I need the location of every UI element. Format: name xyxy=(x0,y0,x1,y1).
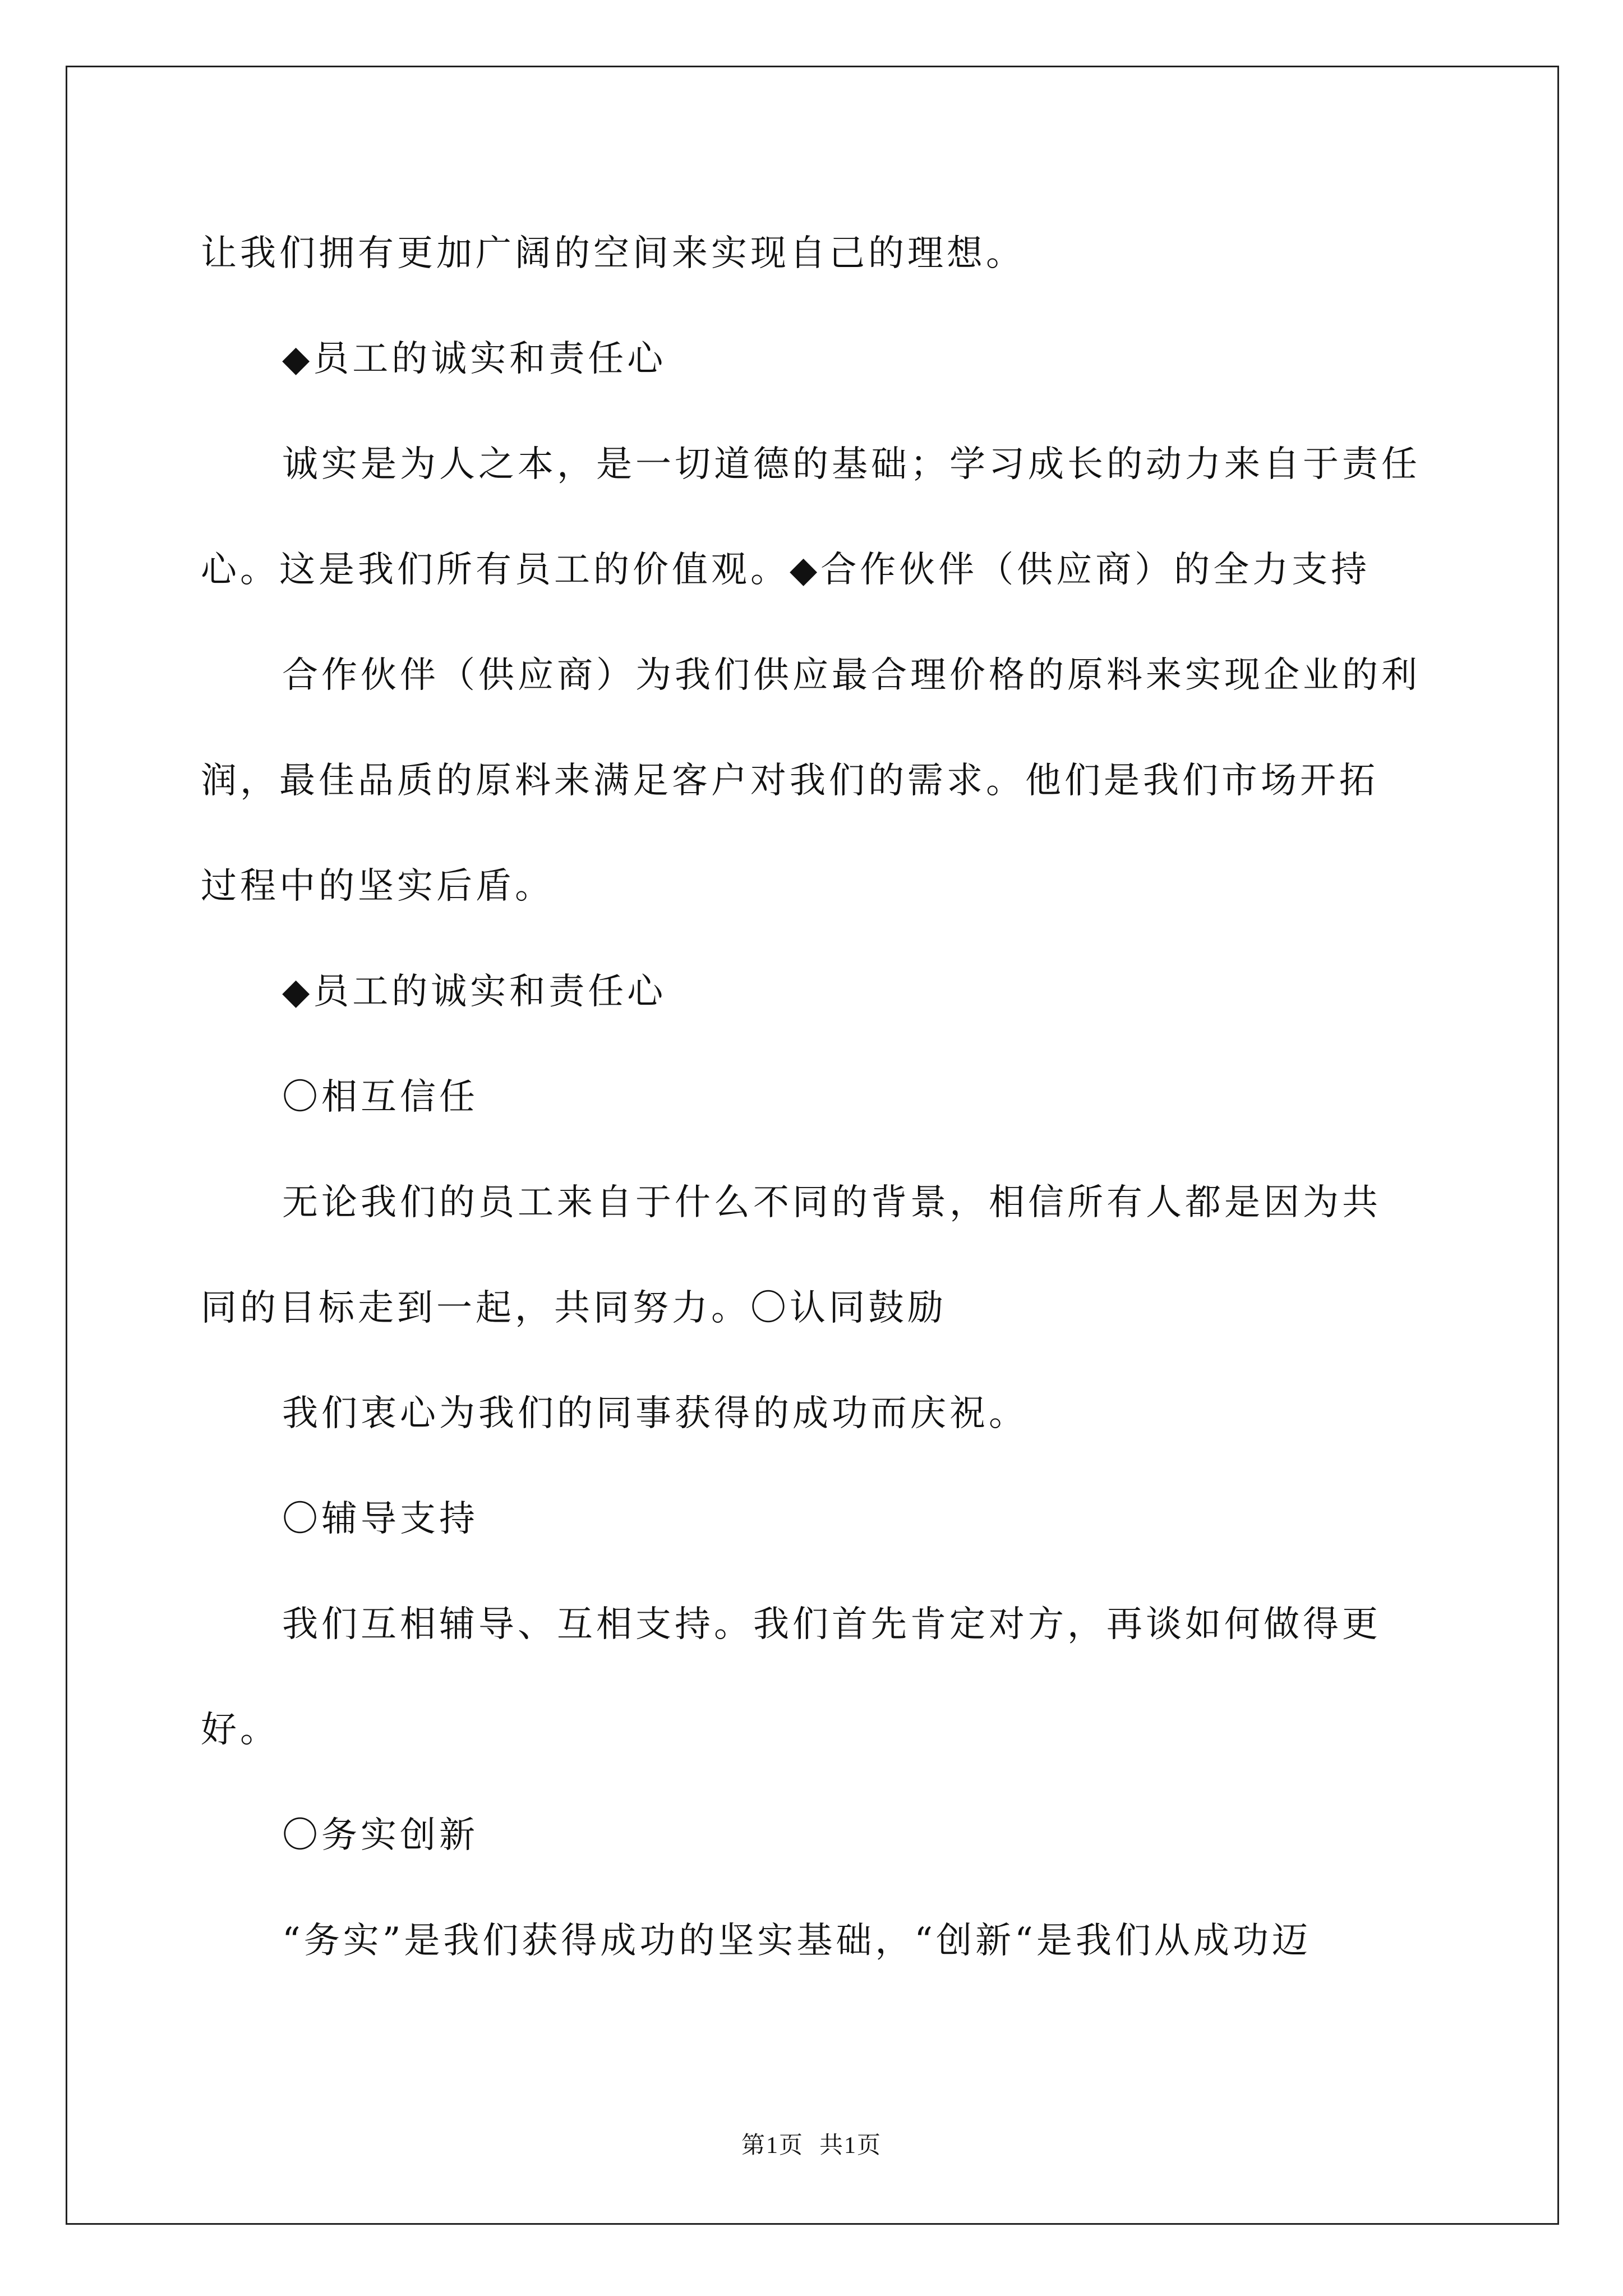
text-line: 让我们拥有更加广阔的空间来实现自己的理想。 xyxy=(201,233,1025,274)
text-line: 心。这是我们所有员工的价值观。◆合作伙伴（供应商）的全力支持 xyxy=(201,549,1371,591)
text-line: 合作伙伴（供应商）为我们供应最合理价格的原料来实现企业的利 xyxy=(282,655,1421,696)
subsection-heading: 〇相互信任 xyxy=(282,1076,478,1118)
page-frame xyxy=(66,66,1559,2225)
section-heading: ◆员工的诚实和责任心 xyxy=(282,971,667,1013)
text-line: 我们互相辅导、互相支持。我们首先肯定对方，再谈如何做得更 xyxy=(282,1604,1381,1645)
page-number: 第1页 xyxy=(741,2133,804,2159)
text-line: “务实”是我们获得成功的坚实基础，“创新“是我们从成功迈 xyxy=(282,1920,1311,1962)
subsection-heading: 〇辅导支持 xyxy=(282,1498,478,1540)
text-line: 过程中的坚实后盾。 xyxy=(201,866,554,907)
text-line: 同的目标走到一起，共同努力。〇认同鼓励 xyxy=(201,1287,947,1329)
page-total: 共1页 xyxy=(819,2133,882,2159)
text-line: 好。 xyxy=(201,1709,279,1751)
text-line: 诚实是为人之本，是一切道德的基础；学习成长的动力来自于责任 xyxy=(282,444,1421,485)
section-heading: ◆员工的诚实和责任心 xyxy=(282,338,667,380)
text-line: 我们衷心为我们的同事获得的成功而庆祝。 xyxy=(282,1393,1028,1434)
text-line: 润，最佳品质的原料来满足客户对我们的需求。他们是我们市场开拓 xyxy=(201,760,1378,802)
page-footer xyxy=(0,2130,1623,2161)
subsection-heading: 〇务实创新 xyxy=(282,1815,478,1856)
text-line: 无论我们的员工来自于什么不同的背景，相信所有人都是因为共 xyxy=(282,1182,1381,1223)
